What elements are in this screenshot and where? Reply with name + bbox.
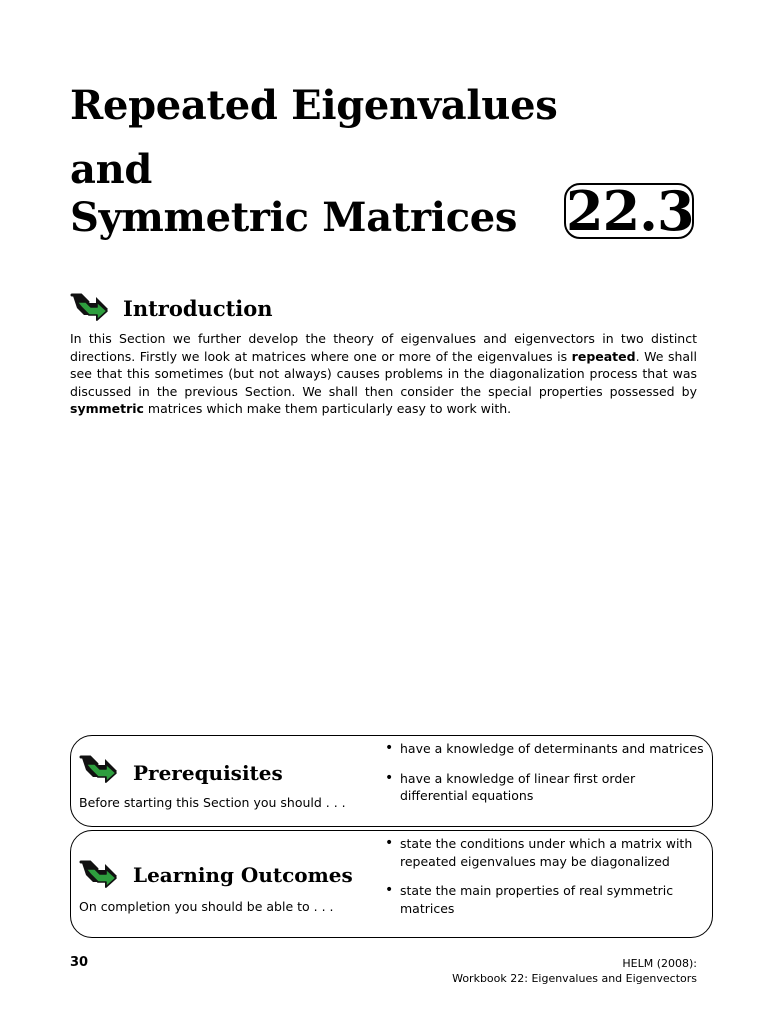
list-item: • state the main properties of real symmetric matrices	[385, 882, 705, 917]
section-number-badge: 22.3	[566, 179, 694, 243]
intro-text-2: . We shall see that this sometimes (but not always) causes problems in the diagonalization process that was discussed in the previous Section. We shall then consider the special properties possessed by	[70, 348, 697, 399]
prerequisites-list	[385, 740, 705, 805]
green-arrow-icon	[79, 754, 119, 788]
list-item: • have a knowledge of determinants and matrices	[385, 740, 705, 758]
title-line-3: Symmetric Matrices	[70, 194, 518, 241]
intro-bold-repeated: repeated	[571, 348, 636, 364]
intro-text-1: In this Section we further develop the theory of eigenvalues and eigenvectors in two distinct directions. Firstly we look at matrices where one or more of the eigenvalues is	[70, 331, 697, 364]
prerequisites-box	[70, 735, 713, 827]
title-line-1: Repeated Eigenvalues	[70, 82, 558, 129]
intro-bold-symmetric: symmetric	[70, 401, 144, 417]
title-line-2: and	[70, 146, 153, 193]
page-number: 30	[70, 955, 89, 970]
green-arrow-icon	[79, 859, 119, 893]
learning-outcomes-list	[385, 835, 705, 917]
list-item: • have a knowledge of linear first order differential equations	[385, 770, 705, 805]
introduction-paragraph	[70, 330, 697, 418]
prerequisites-heading: Prerequisites	[133, 761, 283, 785]
learning-outcomes-lead: On completion you should be able to . . .	[79, 899, 334, 914]
learning-outcomes-box	[70, 830, 713, 938]
list-item: • state the conditions under which a matrix with repeated eigenvalues may be diagonalized	[385, 835, 705, 870]
footer-citation	[452, 956, 697, 986]
green-arrow-icon	[70, 292, 110, 326]
prerequisites-lead: Before starting this Section you should . . .	[79, 795, 346, 810]
footer-publisher: HELM (2008):	[622, 957, 697, 970]
footer-workbook: Workbook 22: Eigenvalues and Eigenvectors	[452, 972, 697, 985]
learning-outcomes-heading: Learning Outcomes	[133, 863, 353, 887]
introduction-heading: Introduction	[123, 296, 273, 321]
intro-text-3: matrices which make them particularly easy to work with.	[143, 401, 512, 417]
